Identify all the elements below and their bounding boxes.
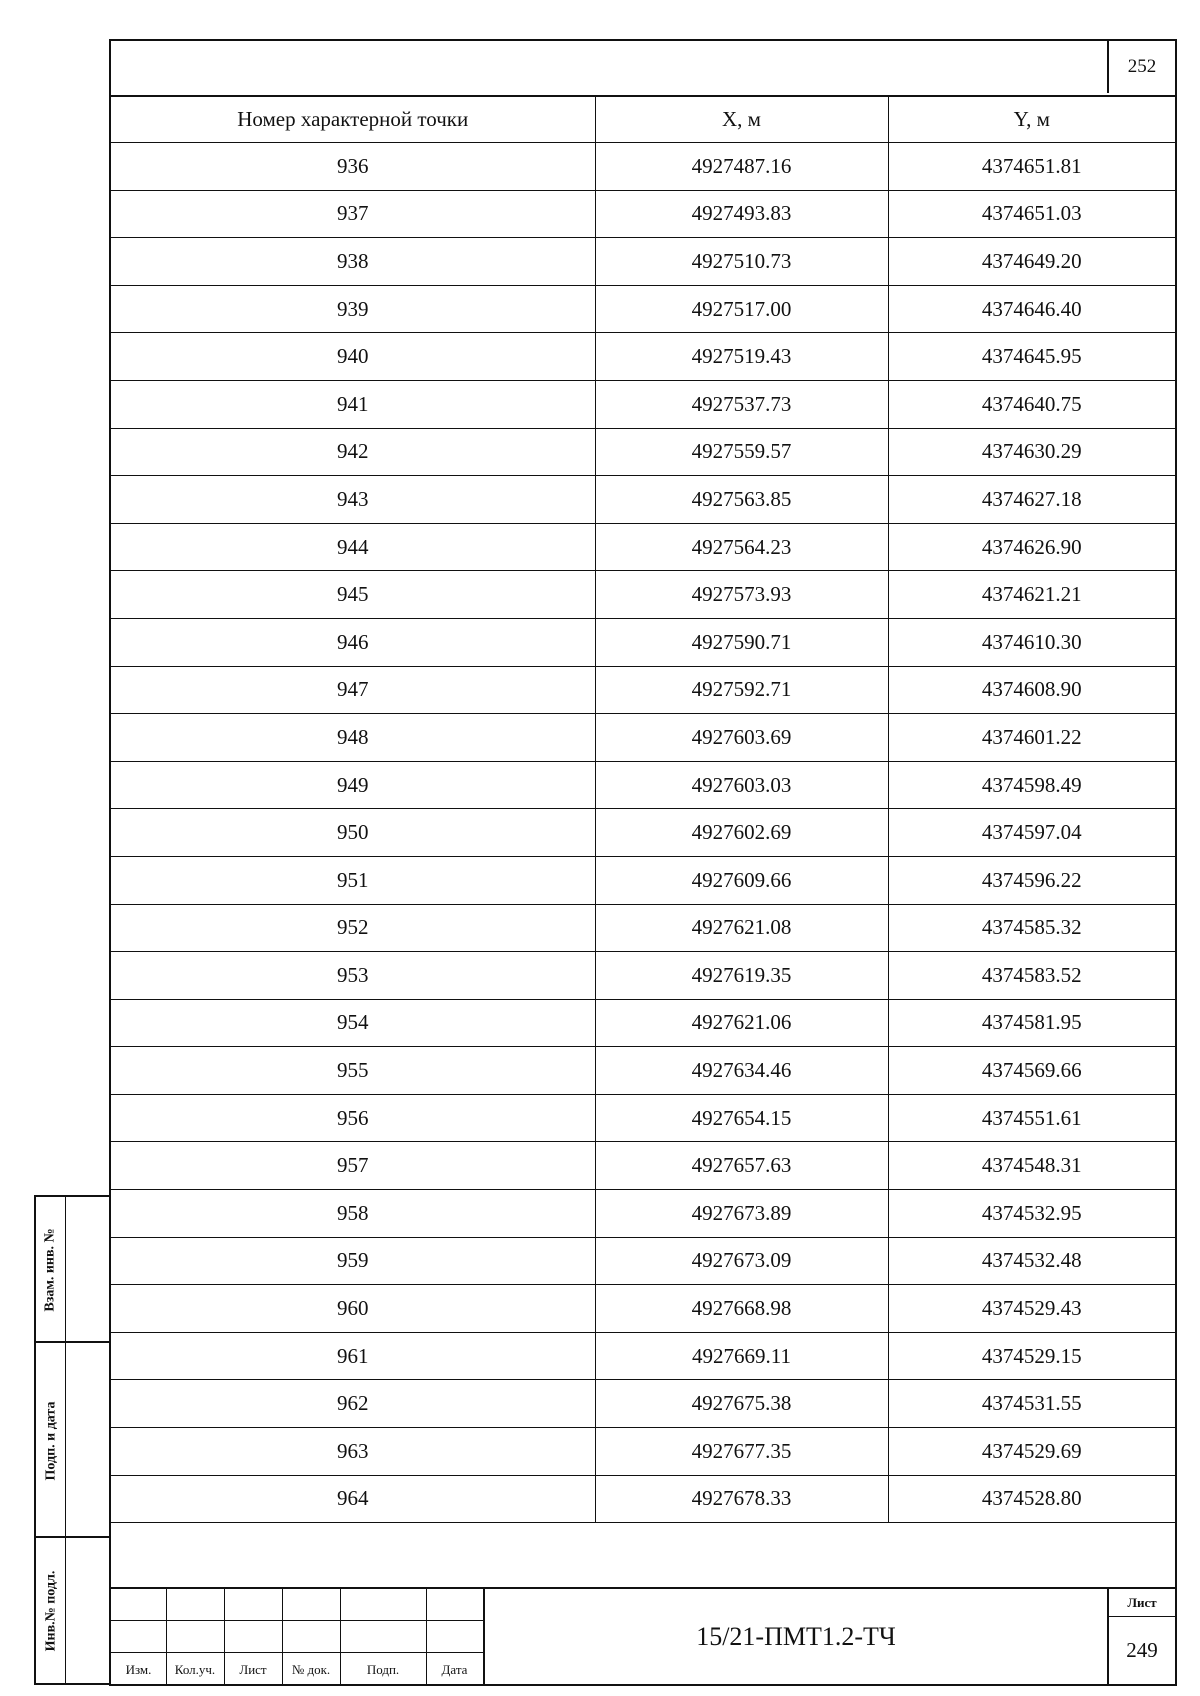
x-coordinate-cell: 4927592.71 bbox=[595, 666, 888, 714]
y-coordinate-cell: 4374645.95 bbox=[888, 333, 1175, 381]
revision-grid bbox=[111, 1589, 483, 1684]
point-number-cell: 948 bbox=[111, 714, 595, 762]
x-coordinate-cell: 4927517.00 bbox=[595, 285, 888, 333]
table-row bbox=[111, 761, 1175, 809]
table-row bbox=[111, 618, 1175, 666]
y-coordinate-cell: 4374548.31 bbox=[888, 1142, 1175, 1190]
sheet-number: 249 bbox=[1126, 1638, 1158, 1662]
x-coordinate-cell: 4927563.85 bbox=[595, 476, 888, 524]
point-number-cell: 963 bbox=[111, 1428, 595, 1476]
x-coordinate-cell: 4927621.06 bbox=[595, 999, 888, 1047]
y-coordinate-cell: 4374532.95 bbox=[888, 1190, 1175, 1238]
title-block bbox=[111, 1587, 1175, 1684]
x-coordinate-cell: 4927564.23 bbox=[595, 523, 888, 571]
x-coordinate-cell: 4927677.35 bbox=[595, 1428, 888, 1476]
y-coordinate-cell: 4374640.75 bbox=[888, 380, 1175, 428]
y-coordinate-cell: 4374649.20 bbox=[888, 238, 1175, 286]
point-number-cell: 960 bbox=[111, 1285, 595, 1333]
y-coordinate-cell: 4374646.40 bbox=[888, 285, 1175, 333]
x-coordinate-cell: 4927668.98 bbox=[595, 1285, 888, 1333]
y-coordinate-cell: 4374532.48 bbox=[888, 1237, 1175, 1285]
y-coordinate-cell: 4374529.15 bbox=[888, 1332, 1175, 1380]
point-number-cell: 942 bbox=[111, 428, 595, 476]
table-row bbox=[111, 714, 1175, 762]
x-coordinate-cell: 4927675.38 bbox=[595, 1380, 888, 1428]
point-number-cell: 944 bbox=[111, 523, 595, 571]
table-row bbox=[111, 476, 1175, 524]
point-number-cell: 954 bbox=[111, 999, 595, 1047]
side-label-inv: Инв.№ подл. bbox=[43, 1570, 58, 1651]
table-row bbox=[111, 238, 1175, 286]
table-row bbox=[111, 523, 1175, 571]
table-row bbox=[111, 904, 1175, 952]
table-row bbox=[111, 428, 1175, 476]
y-coordinate-cell: 4374531.55 bbox=[888, 1380, 1175, 1428]
x-coordinate-cell: 4927621.08 bbox=[595, 904, 888, 952]
point-number-cell: 962 bbox=[111, 1380, 595, 1428]
table-row bbox=[111, 190, 1175, 238]
y-coordinate-cell: 4374630.29 bbox=[888, 428, 1175, 476]
point-number-cell: 961 bbox=[111, 1332, 595, 1380]
header-point-number: Номер характерной точки bbox=[111, 96, 595, 143]
table-row bbox=[111, 952, 1175, 1000]
table-row bbox=[111, 1475, 1175, 1523]
point-number-cell: 952 bbox=[111, 904, 595, 952]
table-row bbox=[111, 380, 1175, 428]
point-number-cell: 949 bbox=[111, 761, 595, 809]
x-coordinate-cell: 4927673.89 bbox=[595, 1190, 888, 1238]
table-row bbox=[111, 1380, 1175, 1428]
point-number-cell: 940 bbox=[111, 333, 595, 381]
point-number-cell: 939 bbox=[111, 285, 595, 333]
col-izm: Изм. bbox=[125, 1662, 152, 1677]
col-podp: Подп. bbox=[366, 1662, 400, 1677]
table-row bbox=[111, 1190, 1175, 1238]
y-coordinate-cell: 4374581.95 bbox=[888, 999, 1175, 1047]
point-number-cell: 957 bbox=[111, 1142, 595, 1190]
side-label-podp: Подп. и дата bbox=[43, 1401, 58, 1480]
sheet-box bbox=[1107, 1589, 1175, 1684]
x-coordinate-cell: 4927510.73 bbox=[595, 238, 888, 286]
header-y: Y, м bbox=[888, 96, 1175, 143]
side-stamp bbox=[34, 1195, 109, 1685]
document-code: 15/21-ПМТ1.2-ТЧ bbox=[483, 1589, 1107, 1684]
coordinates-table bbox=[111, 95, 1175, 1523]
point-number-cell: 936 bbox=[111, 143, 595, 191]
y-coordinate-cell: 4374601.22 bbox=[888, 714, 1175, 762]
point-number-cell: 943 bbox=[111, 476, 595, 524]
table-header-row bbox=[111, 96, 1175, 143]
point-number-cell: 947 bbox=[111, 666, 595, 714]
table-row bbox=[111, 1428, 1175, 1476]
point-number-cell: 953 bbox=[111, 952, 595, 1000]
y-coordinate-cell: 4374651.81 bbox=[888, 143, 1175, 191]
x-coordinate-cell: 4927669.11 bbox=[595, 1332, 888, 1380]
y-coordinate-cell: 4374597.04 bbox=[888, 809, 1175, 857]
y-coordinate-cell: 4374627.18 bbox=[888, 476, 1175, 524]
x-coordinate-cell: 4927590.71 bbox=[595, 618, 888, 666]
y-coordinate-cell: 4374598.49 bbox=[888, 761, 1175, 809]
y-coordinate-cell: 4374569.66 bbox=[888, 1047, 1175, 1095]
table-row bbox=[111, 666, 1175, 714]
table-row bbox=[111, 1332, 1175, 1380]
x-coordinate-cell: 4927657.63 bbox=[595, 1142, 888, 1190]
x-coordinate-cell: 4927559.57 bbox=[595, 428, 888, 476]
table-row bbox=[111, 809, 1175, 857]
col-kol-uch: Кол.уч. bbox=[174, 1662, 216, 1677]
point-number-cell: 959 bbox=[111, 1237, 595, 1285]
table-row bbox=[111, 1285, 1175, 1333]
x-coordinate-cell: 4927573.93 bbox=[595, 571, 888, 619]
drawing-frame bbox=[109, 39, 1177, 1686]
y-coordinate-cell: 4374585.32 bbox=[888, 904, 1175, 952]
x-coordinate-cell: 4927678.33 bbox=[595, 1475, 888, 1523]
table-row bbox=[111, 571, 1175, 619]
y-coordinate-cell: 4374529.43 bbox=[888, 1285, 1175, 1333]
point-number-cell: 938 bbox=[111, 238, 595, 286]
point-number-cell: 950 bbox=[111, 809, 595, 857]
point-number-cell: 956 bbox=[111, 1094, 595, 1142]
y-coordinate-cell: 4374529.69 bbox=[888, 1428, 1175, 1476]
y-coordinate-cell: 4374528.80 bbox=[888, 1475, 1175, 1523]
table-row bbox=[111, 285, 1175, 333]
x-coordinate-cell: 4927487.16 bbox=[595, 143, 888, 191]
x-coordinate-cell: 4927519.43 bbox=[595, 333, 888, 381]
x-coordinate-cell: 4927634.46 bbox=[595, 1047, 888, 1095]
x-coordinate-cell: 4927609.66 bbox=[595, 856, 888, 904]
x-coordinate-cell: 4927602.69 bbox=[595, 809, 888, 857]
table-row bbox=[111, 1047, 1175, 1095]
y-coordinate-cell: 4374626.90 bbox=[888, 523, 1175, 571]
y-coordinate-cell: 4374596.22 bbox=[888, 856, 1175, 904]
point-number-cell: 937 bbox=[111, 190, 595, 238]
col-doc-no: № док. bbox=[291, 1662, 331, 1677]
sheet-label: Лист bbox=[1109, 1589, 1175, 1617]
col-data: Дата bbox=[441, 1662, 468, 1677]
table-row bbox=[111, 1142, 1175, 1190]
point-number-cell: 964 bbox=[111, 1475, 595, 1523]
x-coordinate-cell: 4927619.35 bbox=[595, 952, 888, 1000]
point-number-cell: 945 bbox=[111, 571, 595, 619]
x-coordinate-cell: 4927537.73 bbox=[595, 380, 888, 428]
table-row bbox=[111, 333, 1175, 381]
point-number-cell: 955 bbox=[111, 1047, 595, 1095]
point-number-cell: 958 bbox=[111, 1190, 595, 1238]
page-number-top: 252 bbox=[1107, 41, 1175, 93]
table-row bbox=[111, 1094, 1175, 1142]
header-x: X, м bbox=[595, 96, 888, 143]
x-coordinate-cell: 4927673.09 bbox=[595, 1237, 888, 1285]
x-coordinate-cell: 4927493.83 bbox=[595, 190, 888, 238]
col-list: Лист bbox=[239, 1662, 267, 1677]
point-number-cell: 946 bbox=[111, 618, 595, 666]
x-coordinate-cell: 4927654.15 bbox=[595, 1094, 888, 1142]
y-coordinate-cell: 4374608.90 bbox=[888, 666, 1175, 714]
y-coordinate-cell: 4374583.52 bbox=[888, 952, 1175, 1000]
y-coordinate-cell: 4374610.30 bbox=[888, 618, 1175, 666]
y-coordinate-cell: 4374551.61 bbox=[888, 1094, 1175, 1142]
x-coordinate-cell: 4927603.03 bbox=[595, 761, 888, 809]
side-label-vzam: Взам. инв. № bbox=[43, 1228, 59, 1312]
point-number-cell: 951 bbox=[111, 856, 595, 904]
x-coordinate-cell: 4927603.69 bbox=[595, 714, 888, 762]
table-row bbox=[111, 999, 1175, 1047]
y-coordinate-cell: 4374621.21 bbox=[888, 571, 1175, 619]
table-row bbox=[111, 143, 1175, 191]
table-row bbox=[111, 1237, 1175, 1285]
point-number-cell: 941 bbox=[111, 380, 595, 428]
y-coordinate-cell: 4374651.03 bbox=[888, 190, 1175, 238]
table-row bbox=[111, 856, 1175, 904]
